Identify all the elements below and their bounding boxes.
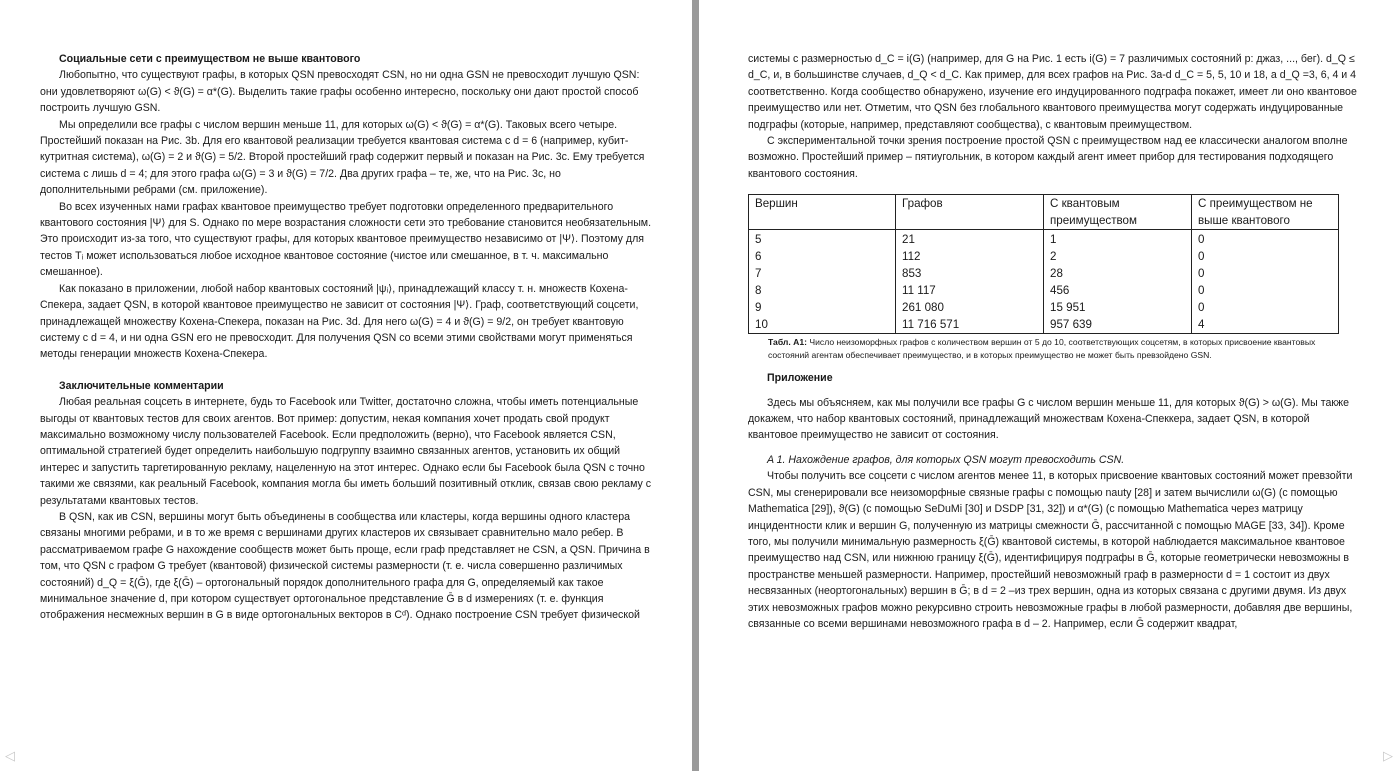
table-row [749, 248, 1339, 265]
section-title-social-networks: Социальные сети с преимуществом не выше квантового [59, 53, 361, 65]
right-column [748, 51, 1358, 632]
table-cell: 11 716 571 [896, 316, 1044, 334]
table-cell: 8 [749, 282, 896, 299]
table-cell: 28 [1044, 265, 1192, 282]
table-cell: 15 951 [1044, 299, 1192, 316]
table-header-cell: Вершин [749, 195, 896, 230]
table-cell: 456 [1044, 282, 1192, 299]
table-cell: 6 [749, 248, 896, 265]
paragraph: системы с размерностью d_C = i(G) (например, для G на Рис. 1 есть i(G) = 7 различимых состояний p: джаз, ..., бег). d_Q ≤ d_C, и, в большинстве случаев, d_Q < d_C. Как пример, для всех графов на Рис. 3а-d d_C = 5, 5, 10 и 18, а d_Q =3, 6, 4 и 4 соответственно. Когда сообщество обнаружено, изучение его индуцированного подграфа покажет, имеет ли оно квантовое преимущество или нет. Отметим, что QSN без глобального квантового преимущества могут содержать индуцированные подграфы (которые, например, представляют сообщества), с квантовым преимуществом. [748, 53, 1357, 131]
appendix-subheading: A 1. Нахождение графов, для которых QSN могут превосходить CSN. [767, 453, 1125, 466]
paragraph: Здесь мы объясняем, как мы получили все графы G с числом вершин меньше 11, для которых ϑ(G) > ω(G). Мы также докажем, что набор квантовых состояний, принадлежащий множествам Кохена-Спеккера, задает QSN, в которой квантовое преимущество не зависит от состояния. [748, 396, 1349, 442]
table-cell: 7 [749, 265, 896, 282]
table-cell: 2 [1044, 248, 1192, 265]
page-divider [692, 0, 699, 771]
table-cell: 0 [1192, 248, 1339, 265]
next-page-icon[interactable]: ▷ [1383, 748, 1393, 763]
table-caption-text: Число неизоморфных графов с количеством вершин от 5 до 10, соответствующих соцсетям, в которых присвоение квантовых состояний агентам обеспечивает преимущество, и в которых преимущество не может быть превзойдено GSN. [768, 337, 1316, 361]
right-page [699, 0, 1400, 771]
table-cell: 261 080 [896, 299, 1044, 316]
table-cell: 0 [1192, 282, 1339, 299]
paragraph: Мы определили все графы с числом вершин меньше 11, для которых ω(G) < ϑ(G) = α*(G). Таковых всего четыре. Простейший показан на Рис. 3b. Для его квантовой реализации требуется квантовая система с d = 6 (например, кубит-кутритная система), ω(G) = 2 и ϑ(G) = 5/2. Второй простейший граф содержит первый и показан на Рис. 3c. Ему требуется система с лишь d = 4; для этого графа ω(G) = 3 и ϑ(G) = 7/2. Два других графа – те, же, что на Рис. 3c, но дополнительными ребрами (см. приложение). [40, 118, 645, 197]
table-row [749, 316, 1339, 334]
table-cell: 0 [1192, 230, 1339, 249]
table-cell: 4 [1192, 316, 1339, 334]
table-header-row [749, 195, 1339, 230]
table-cell: 5 [749, 230, 896, 249]
previous-page-icon[interactable]: ◁ [5, 748, 15, 763]
paragraph: Чтобы получить все соцсети с числом агентов менее 11, в которых присвоение квантовых состояний может превзойти CSN, мы сгенерировали все неизоморфные связные графы с помощью nauty [28] и затем вычислили ω(G) (с помощью Mathematica [29]), ϑ(G) (с помощью SeDuMi [30] и DSDP [31, 32]) и α*(G) (с помощью Mathematica через матрицу инцидентности клик и вершин G, полученную из матрицы смежности Ḡ, рассчитанной с помощью MAGE [33, 34]). Кроме того, мы получили минимальную размерность ξ(Ḡ) квантовой системы, в которой наблюдается максимальное квантовое преимущество над CSN, или нижнюю границу ξ(Ḡ), идентифицируя подграфы в Ḡ, которые геометрически невозможны в пространстве меньшей размерности. Например, простейший невозможный граф в размерности d = 1 состоит из двух несвязанных (неортогональных) вершин в Ḡ; в d = 2 –из трех вершин, одна из которых связана с другими двумя. Из двух этих невозможных графов можно рекурсивно строить невозможные графы в любой размерности, добавляя две вершины, связанные со всеми вершинами невозможного графа в d – 2. Например, если Ḡ содержит квадрат, [748, 470, 1353, 630]
table-cell: 21 [896, 230, 1044, 249]
table-header-cell: С преимуществом не выше квантового [1192, 195, 1339, 230]
table-cell: 10 [749, 316, 896, 334]
section-title-appendix: Приложение [767, 372, 833, 385]
table-cell: 0 [1192, 299, 1339, 316]
paragraph: В QSN, как ив CSN, вершины могут быть объединены в сообщества или кластеры, когда вершины одного кластера связаны многими ребрами, и в то же время с вершинами других кластеров их связывает сравнительно мало ребер. В рассматриваемом графе G нахождение сообществ может быть проще, если граф представляет не CSN, а QSN. Причина в том, что QSN с графом G требует (квантовой) физической системы размерности (т. е. числа совершенно различимых состояний) d_Q = ξ(Ḡ), где ξ(Ḡ) – ортогональный порядок дополнительного графа для G, определяемый как такое минимальное значение d, при котором существует ортогональное представление Ḡ в d измерениях (т. е. функция отображения несмежных вершин в G в виде ортогональных векторов в Cᵈ). Однако построение CSN требует физической [40, 510, 650, 622]
table-row [749, 230, 1339, 249]
table-header-cell: С квантовым преимуществом [1044, 195, 1192, 230]
left-column [40, 51, 652, 624]
table-row [749, 299, 1339, 316]
table-caption-label: Табл. A1: [768, 337, 807, 348]
section-title-conclusions: Заключительные комментарии [59, 379, 224, 392]
left-page [0, 0, 692, 771]
table-cell: 957 639 [1044, 316, 1192, 334]
table-cell: 853 [896, 265, 1044, 282]
table-caption [748, 336, 1339, 362]
paragraph: С экспериментальной точки зрения построение простой QSN с преимуществом над ее классически аналогом вполне возможно. Простейший пример – пятиугольник, в котором каждый агент имеет прибор для тестирования подходящего квантового состояния. [748, 135, 1348, 180]
table-header-cell: Графов [896, 195, 1044, 230]
paragraph: Любопытно, что существуют графы, в которых QSN превосходят CSN, но ни одна GSN не превосходит лучшую QSN: они удовлетворяют ω(G) < ϑ(G) = α*(G). Выделить такие графы особенно интересно, поскольку они дают простой способ построить лучшую GSN. [40, 69, 640, 115]
table-cell: 9 [749, 299, 896, 316]
paragraph: Во всех изученных нами графах квантовое преимущество требует подготовки определенного предварительного квантового состояния |Ψ⟩ для S. Однако по мере возрастания сложности сети это требование становится необязательным. Это происходит из-за того, что существуют графы, для которых квантовое преимущество независимо от |Ψ⟩. Поэтому для тестов Tᵢ может использоваться любое исходное квантовое состояние (чистое или смешанное, в т. ч. максимально смешанное). [40, 200, 652, 279]
table-cell: 11 117 [896, 282, 1044, 299]
table-cell: 112 [896, 248, 1044, 265]
table-row [749, 282, 1339, 299]
table-cell: 1 [1044, 230, 1192, 249]
paragraph: Как показано в приложении, любой набор квантовых состояний |ψᵢ⟩, принадлежащий классу т. н. множеств Кохена-Спекера, задает QSN, в которой квантовое преимущество не зависит от состояния |Ψ⟩. Граф, соответствующий соцсети, принадлежащей множеству Кохена-Спекера, показан на Рис. 3d. Для него ω(G) = 4 и ϑ(G) = 9/2, он требует квантовую систему с d = 4, и ни одна GSN его не превосходит. Для получения QSN со всеми этими свойствами могут применяться методы генерации множеств Кохена-Спекера. [40, 282, 639, 361]
table-cell: 0 [1192, 265, 1339, 282]
table-row [749, 265, 1339, 282]
paragraph: Любая реальная соцсеть в интернете, будь то Facebook или Twitter, достаточно сложна, чтобы иметь потенциальные выгоды от квантовых тестов для своих агентов. Вот пример: допустим, некая компания хочет продать свой продукт максимально возможному числу пользователей Facebook. Если предположить (верно), что Facebook является CSN, оптимальной стратегией будет определить наибольшую подгруппу взаимно связанных агентов, установить их общий интерес и запустить таргетированную рекламу, нацеленную на этот интерес. Однако если бы Facebook была QSN с точно такими же связями, как реальный Facebook, компания могла бы иметь больший позитивный отклик, связав свою рекламу с результатами квантовых тестов. [40, 396, 652, 507]
results-table [748, 194, 1339, 334]
